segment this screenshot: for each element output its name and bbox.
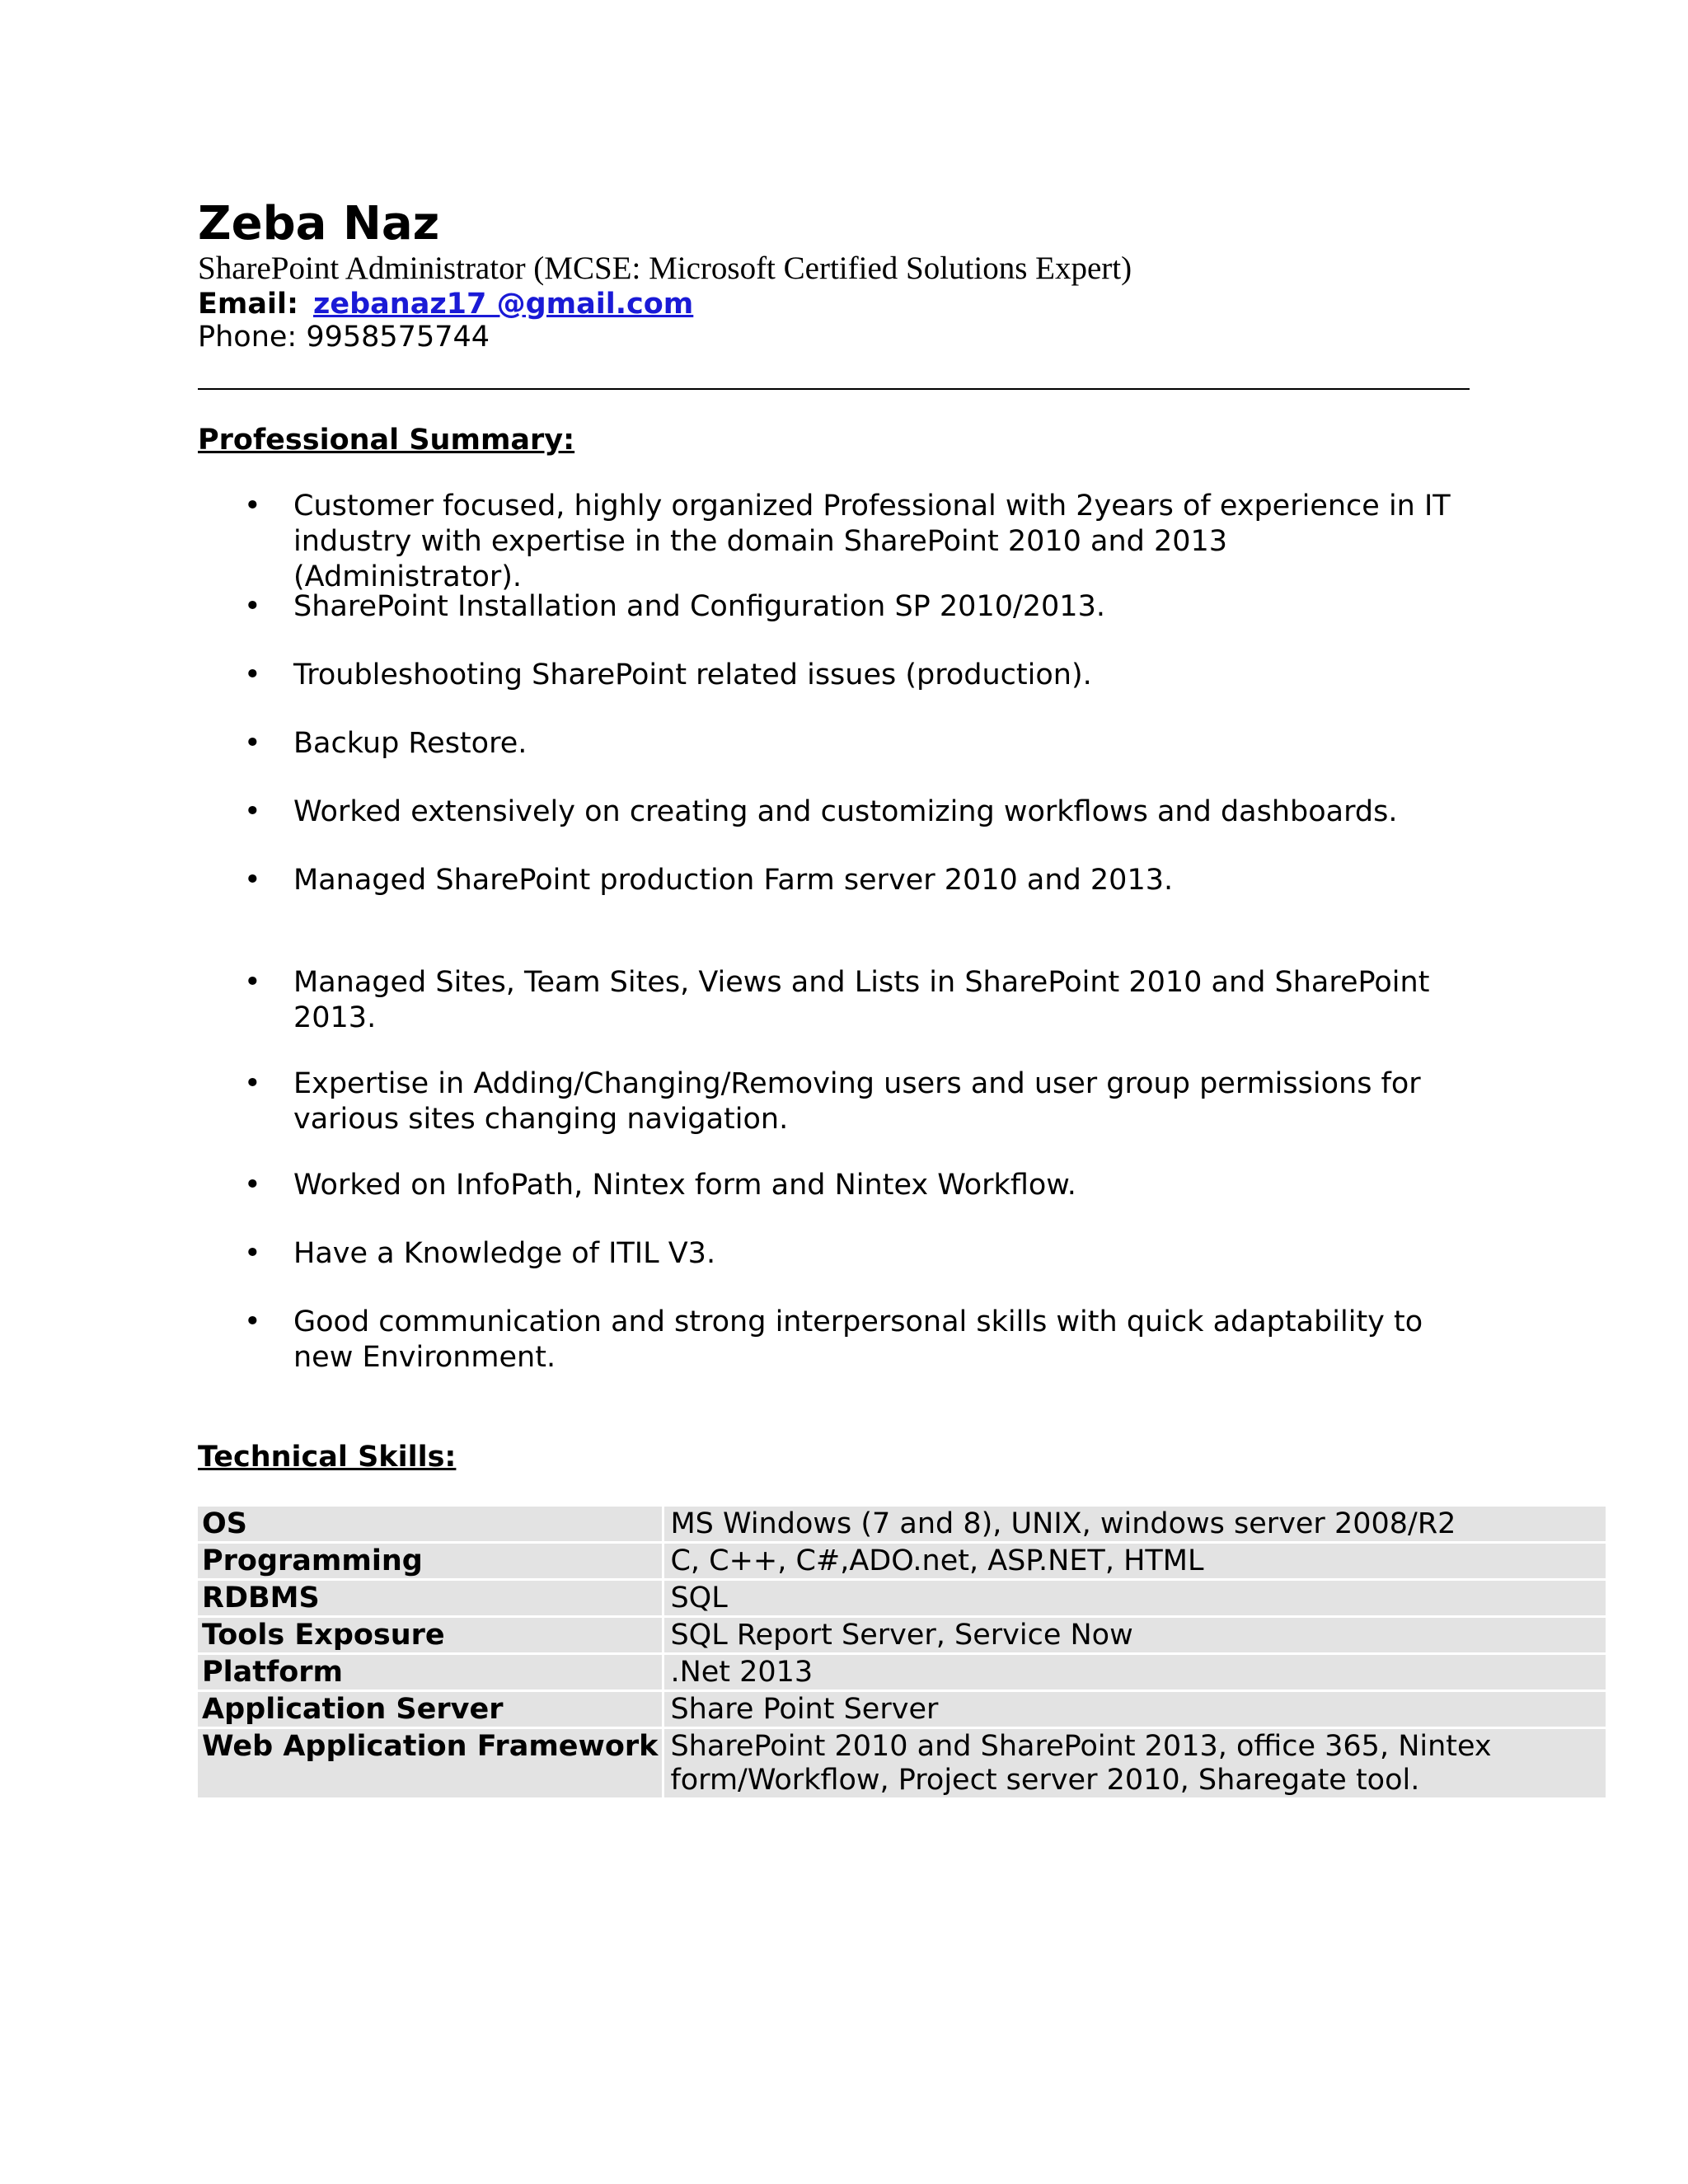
- skill-value: .Net 2013: [663, 1654, 1606, 1691]
- phone-number: Phone: 9958575744: [198, 321, 490, 354]
- bullet-icon: •: [244, 795, 261, 828]
- bullet-icon: •: [244, 727, 261, 760]
- skill-value: SQL Report Server, Service Now: [663, 1617, 1606, 1654]
- skill-value: C, C++, C#,ADO.net, ASP.NET, HTML: [663, 1543, 1606, 1580]
- table-row: [198, 1691, 1606, 1728]
- skill-value: SQL: [663, 1580, 1606, 1617]
- summary-item-text: Good communication and strong interpersonal skills with quick adaptability to new Environment.: [293, 1305, 1423, 1374]
- email-line: [198, 286, 693, 322]
- summary-item-text: Expertise in Adding/Changing/Removing users and user group permissions for various sites changing navigation.: [293, 1067, 1421, 1136]
- skill-category: Tools Exposure: [198, 1617, 663, 1654]
- bullet-icon: •: [244, 1305, 261, 1338]
- summary-item-text: Managed Sites, Team Sites, Views and Lists in SharePoint 2010 and SharePoint 2013.: [293, 966, 1430, 1034]
- table-row: [198, 1654, 1606, 1691]
- bullet-icon: •: [244, 966, 261, 999]
- summary-item-text: Backup Restore.: [293, 727, 528, 760]
- email-label: Email:: [198, 288, 298, 321]
- header-divider: [198, 388, 1470, 390]
- job-title: SharePoint Administrator (MCSE: Microsoft Certified Solutions Expert): [198, 251, 1132, 286]
- professional-summary-heading: Professional Summary:: [198, 424, 575, 457]
- summary-item-text: Worked on InfoPath, Nintex form and Nintex Workflow.: [293, 1169, 1076, 1202]
- summary-item-text: Customer focused, highly organized Professional with 2years of experience in IT industry with expertise in the domain SharePoint 2010 and 2013 (Administrator).: [293, 490, 1451, 593]
- bullet-icon: •: [244, 658, 261, 691]
- table-row: [198, 1580, 1606, 1617]
- bullet-icon: •: [244, 1067, 261, 1100]
- skill-category: Programming: [198, 1543, 663, 1580]
- bullet-icon: •: [244, 1237, 261, 1270]
- skill-category: OS: [198, 1507, 663, 1543]
- summary-item-text: Have a Knowledge of ITIL V3.: [293, 1237, 716, 1270]
- email-link[interactable]: zebanaz17 @gmail.com: [313, 288, 694, 321]
- skill-category: Web Application Framework: [198, 1728, 663, 1799]
- bullet-icon: •: [244, 1169, 261, 1202]
- table-row: [198, 1728, 1606, 1799]
- summary-item-text: Troubleshooting SharePoint related issues (production).: [293, 658, 1092, 691]
- summary-item-text: Managed SharePoint production Farm server 2010 and 2013.: [293, 864, 1174, 897]
- skill-category: Application Server: [198, 1691, 663, 1728]
- skill-value: Share Point Server: [663, 1691, 1606, 1728]
- bullet-icon: •: [244, 590, 261, 623]
- summary-item-text: Worked extensively on creating and customizing workflows and dashboards.: [293, 795, 1398, 828]
- skill-category: Platform: [198, 1654, 663, 1691]
- bullet-icon: •: [244, 490, 261, 523]
- bullet-icon: •: [244, 864, 261, 897]
- technical-skills-table: [198, 1507, 1606, 1800]
- table-row: [198, 1507, 1606, 1543]
- technical-skills-heading: Technical Skills:: [198, 1441, 457, 1474]
- table-row: [198, 1617, 1606, 1654]
- summary-item-text: SharePoint Installation and Configuration SP 2010/2013.: [293, 590, 1105, 623]
- candidate-name: Zeba Naz: [198, 197, 440, 251]
- skill-value: SharePoint 2010 and SharePoint 2013, office 365, Nintex form/Workflow, Project server 2010, Sharegate tool.: [663, 1728, 1606, 1799]
- skill-value: MS Windows (7 and 8), UNIX, windows server 2008/R2: [663, 1507, 1606, 1543]
- table-row: [198, 1543, 1606, 1580]
- skill-category: RDBMS: [198, 1580, 663, 1617]
